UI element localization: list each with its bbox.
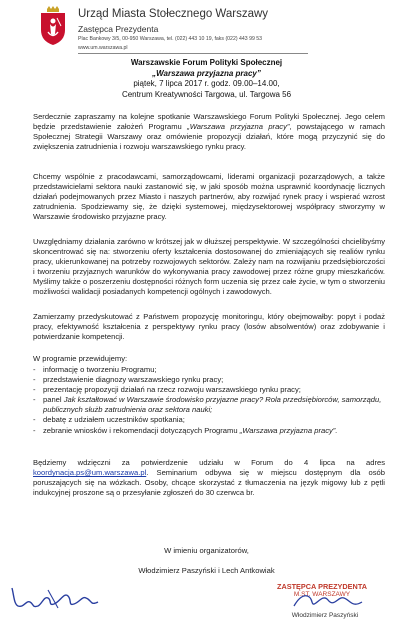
office-name: Urząd Miasta Stołecznego Warszawy [78,8,269,20]
list-item: - przedstawienie diagnozy warszawskiego rynku pracy; [33,375,385,385]
handwritten-signature-left [8,578,104,614]
list-item: - panel Jak kształtować w Warszawie środowisko przyjazne pracy? Rola przedsiębiorców, samorządu, publicznych służb zatrudnienia oraz sektora nauki; [33,395,385,415]
event-details [0,58,413,100]
list-item: - informację o tworzeniu Programu; [33,365,385,375]
program-list [33,365,385,436]
program-name-emphasis: „Warszawa przyjazna pracy” [187,122,290,132]
closing-invite: W imieniu organizatorów, [164,546,249,555]
list-item: - prezentację propozycji działań na rzecz rozwoju warszawskiego rynku pracy; [33,385,385,395]
paragraph-cooperation: Chcemy wspólnie z pracodawcami, samorządowcami, liderami organizacji pozarządowych, a także przedstawicielami sektora nauki zastanowić się, w jaki sposób można usprawnić koordynację licznych działań podejmowanych przez Miasto i naszych partnerów, aby rozwijać rynek pracy i wspierać wzrost zatrudnienia. Spodziewamy się, że dzięki systemowej, międzysektorowej współpracy stworzymy w Warszawie środowisko przyjazne pracy. [33,172,385,222]
event-venue: Centrum Kreatywności Targowa, ul. Targowa 56 [121,89,292,99]
paragraph-intro: Serdecznie zapraszamy na kolejne spotkanie Warszawskiego Forum Polityki Społecznej. Jego celem będzie przedstawienie założeń Programu „Warszawa przyjazna pracy”, powstającego w ramach Społecznej Strategii Warszawy oraz omówienie propozycji działań, które mogą przyczynić się do zwiększenia zatrudnienia i rozwoju warszawskiego rynku pracy. [33,112,385,152]
event-date: piątek, 7 lipca 2017 r. godz. 09.00–14.00, [133,79,280,89]
letterhead-divider [78,53,308,54]
warsaw-coat-of-arms-icon [38,6,68,46]
paragraph-registration: Będziemy wdzięczni za potwierdzenie udziału w Forum do 4 lipca na adres koordynacja.ps@um.warszawa.pl. Seminarium odbywa się w miejscu dostępnym dla osób poruszających się na wózkach. Osoby, chcące skorzystać z tłumaczenia na język migowy lub z pętli indukcyjnej proszone są o przesyłanie zgłoszeń do 30 czerwca br. [33,458,385,498]
signers-names: Włodzimierz Paszyński i Lech Antkowiak [138,566,275,575]
email-link[interactable]: koordynacja.ps@um.warszawa.pl [33,468,147,478]
office-address: Plac Bankowy 3/5, 00-950 Warszawa, tel. (022) 443 10 19, faks (022) 443 99 53 [78,36,263,42]
paragraph-actions: Uwzględniamy działania zarówno w krótszej jak w dłuższej perspektywie. W szczególności chcielibyśmy skoncentrować się na: stworzeniu oferty kształcenia dostosowanej do zmieniających się realiów rynku pracy, ukierunkowanej na potrzeby rozwojowych sektorów. Zależy nam na rozwijaniu przedsiębiorczości i tworzeniu przyjaznych warunków do wykonywania pracy zawodowej przez różne grupy mieszkańców. Myślimy także o poszerzeniu dostępności różnych form uczenia się przez całe życie, w tym o stworzeniu możliwości walidacji posiadanych kompetencji ogólnych i zawodowych. [33,237,385,297]
office-website: www.um.warszawa.pl [78,45,128,51]
list-item: - zebranie wniosków i rekomendacji dotyczących Programu „Warszawa przyjazna pracy”. [33,426,385,436]
program-heading: W programie przewidujemy: [33,354,128,363]
event-name: Warszawskie Forum Polityki Społecznej [130,58,283,67]
stamp-line-1: ZASTĘPCA PREZYDENTA [277,582,367,591]
department-name: Zastępca Prezydenta [78,24,159,34]
list-item: - debatę z udziałem uczestników spotkania; [33,415,385,425]
event-theme: „Warszawa przyjazna pracy” [152,68,261,78]
stamp-line-2: M.ST. WARSZAWY [293,591,351,598]
paragraph-monitoring: Zamierzamy przedyskutować z Państwem propozycję monitoringu, który obejmowałby: popyt i podaż pracy, efektywność kształcenia z perspektywy rynku pracy (losów absolwentów) oraz zdobywanie i potwierdzanie kompetencji. [33,312,385,342]
stamp-signer-name: Włodzimierz Paszyński [291,612,359,619]
